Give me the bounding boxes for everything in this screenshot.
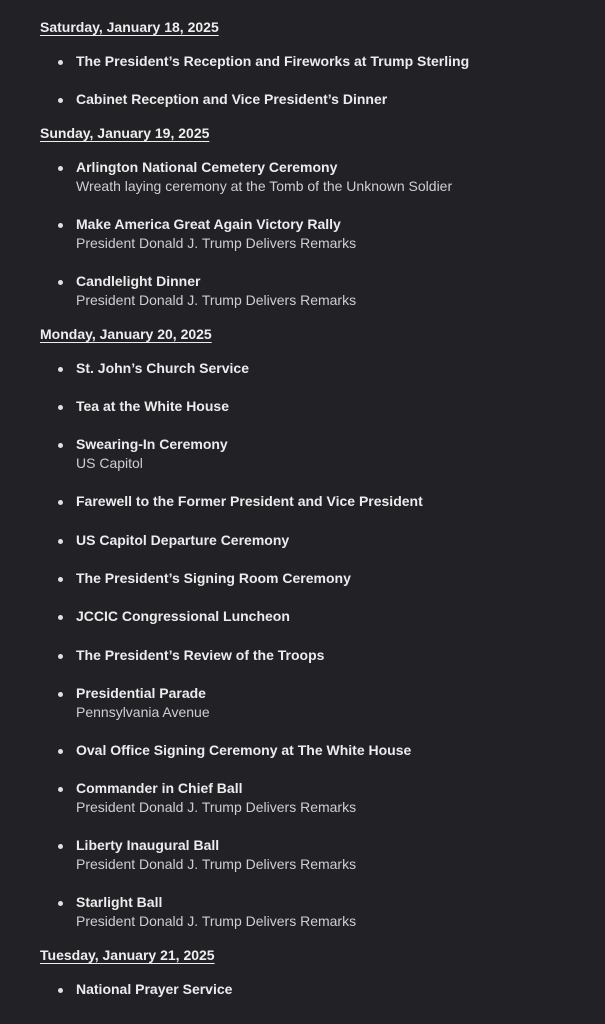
event-title: Tea at the White House bbox=[76, 398, 229, 414]
event-title: Presidential Parade bbox=[76, 685, 206, 701]
bullet-icon bbox=[58, 844, 63, 849]
event-title: Oval Office Signing Ceremony at The White House bbox=[76, 742, 412, 758]
bullet-icon bbox=[58, 787, 63, 792]
event-title: Liberty Inaugural Ball bbox=[76, 837, 220, 853]
bullet-icon bbox=[58, 443, 63, 448]
event-title: National Prayer Service bbox=[76, 981, 233, 997]
bullet-icon bbox=[58, 500, 63, 505]
bullet-icon bbox=[58, 223, 63, 228]
bullet-icon bbox=[58, 405, 63, 410]
day-heading-tuesday: Tuesday, January 21, 2025 bbox=[40, 947, 215, 963]
day-heading-saturday: Saturday, January 18, 2025 bbox=[40, 19, 219, 35]
bullet-icon bbox=[58, 988, 63, 993]
event-subtitle: President Donald J. Trump Delivers Remarks bbox=[76, 913, 357, 929]
bullet-icon bbox=[58, 901, 63, 906]
event-subtitle: President Donald J. Trump Delivers Remarks bbox=[76, 235, 357, 251]
bullet-icon bbox=[58, 577, 63, 582]
event-title: US Capitol Departure Ceremony bbox=[76, 532, 290, 548]
bullet-icon bbox=[58, 166, 63, 171]
event-subtitle: President Donald J. Trump Delivers Remarks bbox=[76, 799, 357, 815]
bullet-icon bbox=[58, 749, 63, 754]
bullet-icon bbox=[58, 615, 63, 620]
event-title: Swearing-In Ceremony bbox=[76, 436, 228, 452]
bullet-icon bbox=[58, 98, 63, 103]
event-title: Make America Great Again Victory Rally bbox=[76, 216, 341, 232]
event-title: Farewell to the Former President and Vice President bbox=[76, 493, 423, 509]
bullet-icon bbox=[58, 60, 63, 65]
day-heading-sunday: Sunday, January 19, 2025 bbox=[40, 125, 210, 141]
event-title: The President’s Reception and Fireworks at Trump Sterling bbox=[76, 53, 470, 69]
event-title: The President’s Signing Room Ceremony bbox=[76, 570, 351, 586]
bullet-icon bbox=[58, 692, 63, 697]
day-heading-monday: Monday, January 20, 2025 bbox=[40, 326, 212, 342]
event-subtitle: Pennsylvania Avenue bbox=[76, 704, 210, 720]
event-subtitle: President Donald J. Trump Delivers Remarks bbox=[76, 856, 357, 872]
event-subtitle: Wreath laying ceremony at the Tomb of the Unknown Soldier bbox=[76, 178, 453, 194]
event-title: The President’s Review of the Troops bbox=[76, 647, 325, 663]
bullet-icon bbox=[58, 280, 63, 285]
event-title: Arlington National Cemetery Ceremony bbox=[76, 159, 338, 175]
event-subtitle: US Capitol bbox=[76, 455, 143, 471]
event-title: Starlight Ball bbox=[76, 894, 163, 910]
event-title: Commander in Chief Ball bbox=[76, 780, 243, 796]
bullet-icon bbox=[58, 654, 63, 659]
event-title: JCCIC Congressional Luncheon bbox=[76, 608, 290, 624]
event-title: St. John’s Church Service bbox=[76, 360, 249, 376]
event-subtitle: President Donald J. Trump Delivers Remarks bbox=[76, 292, 357, 308]
bullet-icon bbox=[58, 539, 63, 544]
bullet-icon bbox=[58, 367, 63, 372]
event-title: Candlelight Dinner bbox=[76, 273, 201, 289]
event-title: Cabinet Reception and Vice President’s Dinner bbox=[76, 91, 388, 107]
